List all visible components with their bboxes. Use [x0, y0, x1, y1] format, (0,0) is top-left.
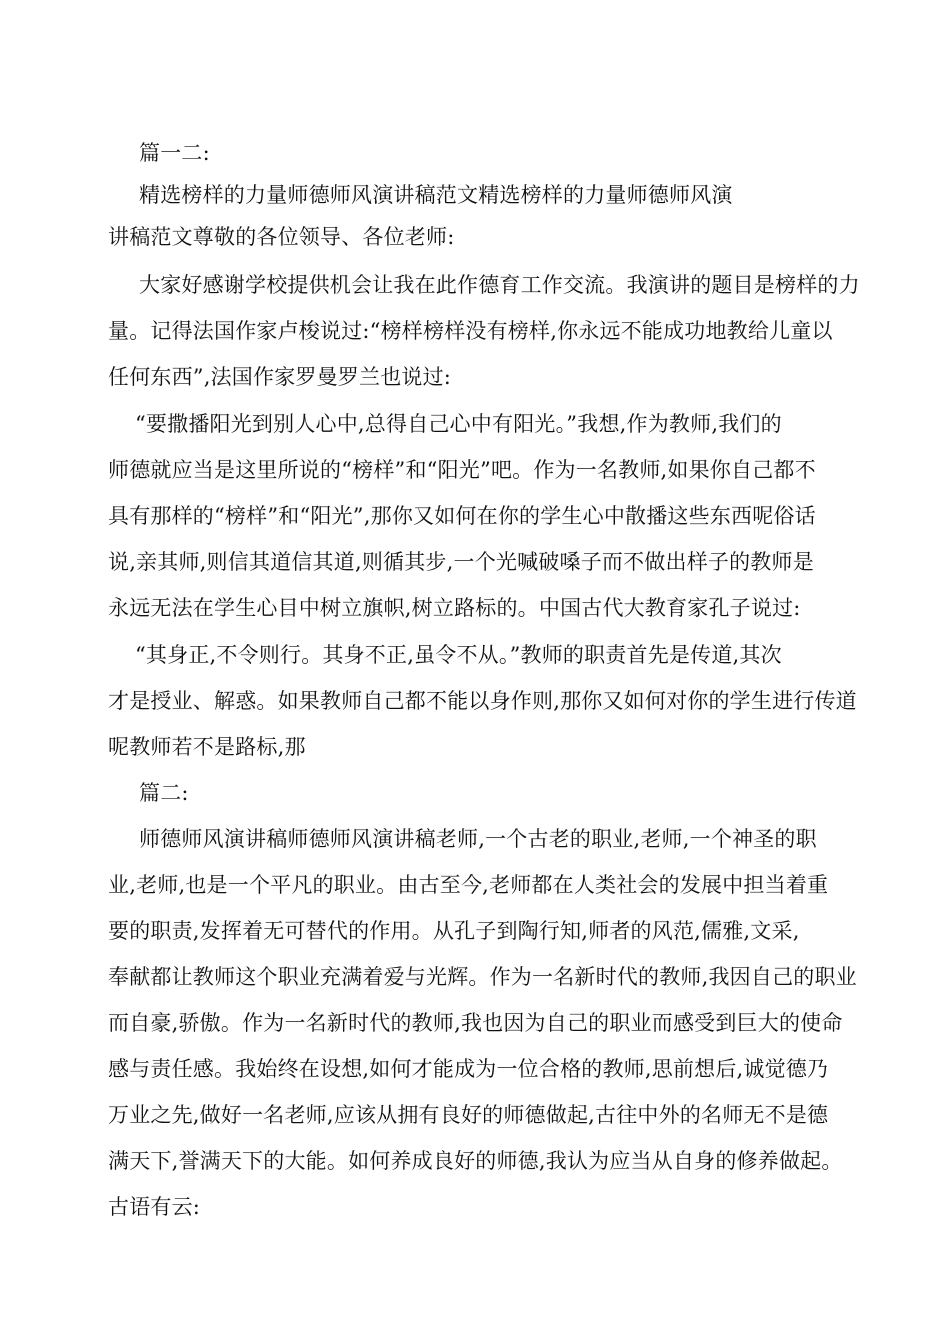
paragraph-line: 说,亲其师,则信其道信其道,则循其步,一个光喊破嗓子而不做出样子的教师是 — [108, 550, 814, 574]
paragraph-line: 永远无法在学生心目中树立旗帜,树立路标的。中国古代大教育家孔子说过: — [108, 596, 801, 620]
paragraph-line: 要的职责,发挥着无可替代的作用。从孔子到陶行知,师者的风范,儒雅,文采, — [108, 919, 800, 943]
paragraph-line: “其身正,不令则行。其身不正,虽令不从。”教师的职责首先是传道,其次 — [135, 643, 782, 667]
section-heading-1: 篇一二: — [139, 141, 210, 165]
paragraph-line: 才是授业、解惑。如果教师自己都不能以身作则,那你又如何对你的学生进行传道 — [108, 689, 857, 713]
paragraph-line: 业,老师,也是一个平凡的职业。由古至今,老师都在人类社会的发展中担当着重 — [108, 873, 829, 897]
paragraph-line: 具有那样的“榜样”和“阳光”,那你又如何在你的学生心中散播这些东西呢俗话 — [108, 504, 816, 528]
paragraph-line: 呢教师若不是路标,那 — [108, 735, 306, 759]
paragraph-line: 任何东西”,法国作家罗曼罗兰也说过: — [108, 365, 452, 389]
paragraph-line: “要撒播阳光到别人心中,总得自己心中有阳光。”我想,作为教师,我们的 — [135, 412, 782, 436]
paragraph-line: 师德就应当是这里所说的“榜样”和“阳光”吧。作为一名教师,如果你自己都不 — [108, 458, 816, 482]
paragraph-line: 师德师风演讲稿师德师风演讲稿老师,一个古老的职业,老师,一个神圣的职 — [139, 827, 817, 851]
paragraph-line: 感与责任感。我始终在设想,如何才能成为一位合格的教师,思前想后,诚觉德乃 — [108, 1057, 829, 1081]
paragraph-line: 而自豪,骄傲。作为一名新时代的教师,我也因为自己的职业而感受到巨大的使命 — [108, 1011, 843, 1035]
paragraph-line: 古语有云: — [108, 1195, 201, 1219]
paragraph-line: 量。记得法国作家卢梭说过:“榜样榜样没有榜样,你永远不能成功地教给儿童以 — [108, 319, 833, 343]
section-heading-2: 篇二: — [139, 781, 189, 805]
paragraph-line: 讲稿范文尊敬的各位领导、各位老师: — [108, 225, 455, 249]
paragraph-line: 精选榜样的力量师德师风演讲稿范文精选榜样的力量师德师风演 — [139, 183, 733, 207]
paragraph-line: 奉献都让教师这个职业充满着爱与光辉。作为一名新时代的教师,我因自己的职业 — [108, 965, 857, 989]
paragraph-line: 满天下,誉满天下的大能。如何养成良好的师德,我认为应当从自身的修养做起。 — [108, 1149, 843, 1173]
paragraph-line: 大家好感谢学校提供机会让我在此作德育工作交流。我演讲的题目是榜样的力 — [139, 273, 860, 297]
paragraph-line: 万业之先,做好一名老师,应该从拥有良好的师德做起,古往中外的名师无不是德 — [108, 1103, 829, 1127]
